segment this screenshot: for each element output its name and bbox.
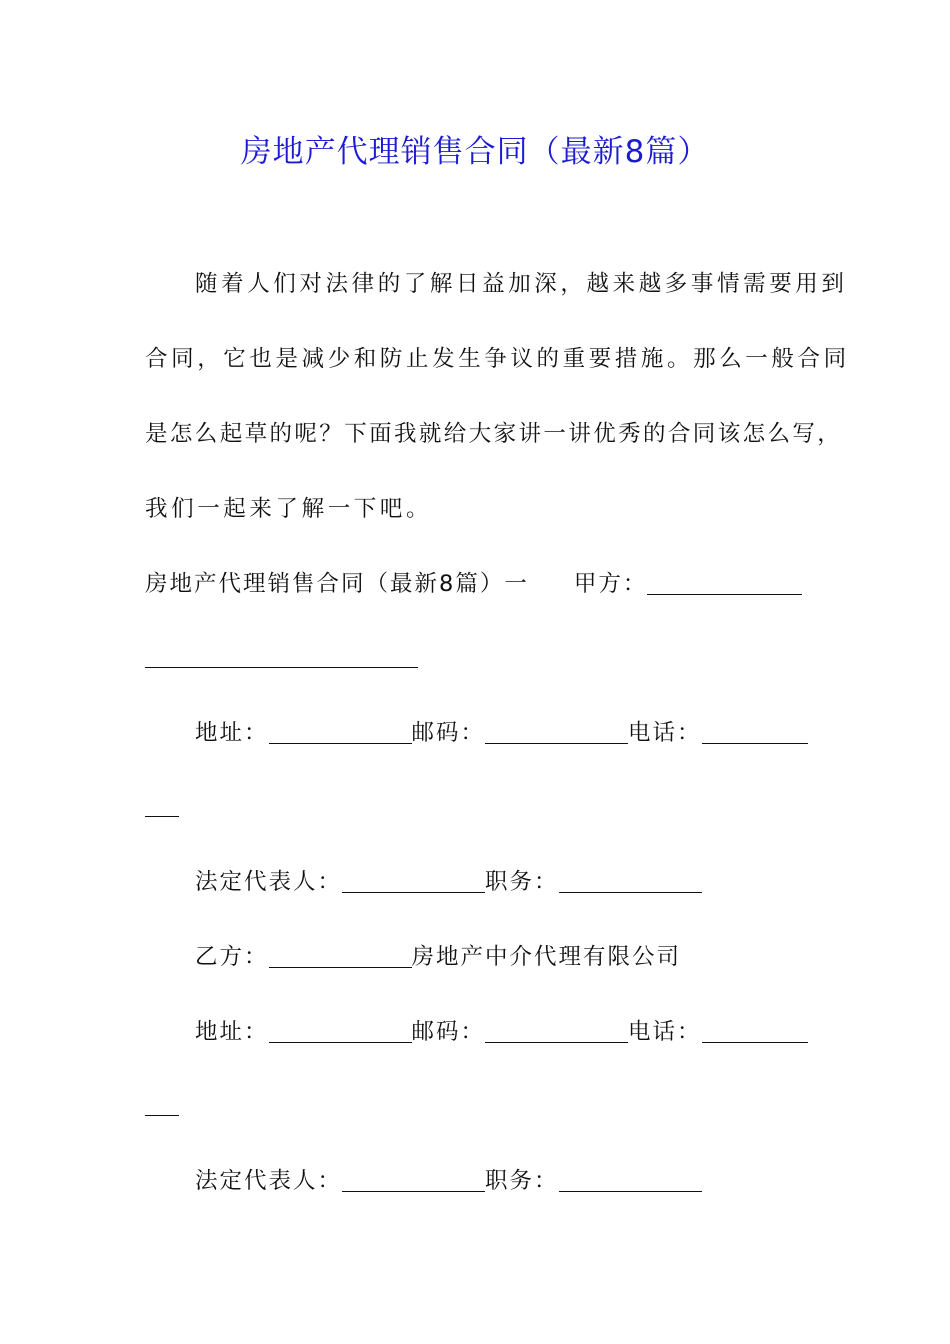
document-title: 房地产代理销售合同（最新8篇） (240, 134, 710, 170)
party-b-legal-rep-blank[interactable] (342, 1169, 485, 1192)
section-heading-line (145, 568, 802, 600)
party-b-position-label: 职务： (485, 1168, 559, 1194)
party-b-line (195, 941, 681, 973)
party-a-postcode-label: 邮码： (411, 720, 486, 746)
party-a-phone-label: 电话： (628, 720, 702, 746)
party-b-company: 房地产中介代理有限公司 (411, 944, 682, 970)
party-a-label: 甲方： (573, 571, 648, 597)
party-b-phone-blank-continued[interactable] (145, 1115, 179, 1116)
party-a-phone-blank[interactable] (702, 721, 808, 744)
party-b-phone-label: 电话： (628, 1019, 702, 1045)
party-b-rep-line (195, 1165, 702, 1197)
party-a-blank[interactable] (647, 572, 802, 595)
party-a-position-label: 职务： (485, 869, 559, 895)
section-heading: 房地产代理销售合同（最新8篇）一 (145, 571, 529, 597)
party-a-phone-blank-continued[interactable] (145, 816, 179, 817)
intro-line-2: 合同，它也是减少和防止发生争议的重要措施。那么一般合同 (145, 346, 850, 372)
party-a-position-blank[interactable] (559, 870, 702, 893)
party-b-contact-line (195, 1016, 808, 1048)
party-b-position-blank[interactable] (559, 1169, 702, 1192)
party-b-address-label: 地址： (195, 1019, 269, 1045)
party-a-postcode-blank[interactable] (485, 721, 628, 744)
party-b-postcode-label: 邮码： (411, 1019, 486, 1045)
party-b-legal-rep-label: 法定代表人： (195, 1168, 343, 1194)
party-a-legal-rep-label: 法定代表人： (195, 869, 343, 895)
party-a-legal-rep-blank[interactable] (342, 870, 485, 893)
party-b-postcode-blank[interactable] (485, 1020, 628, 1043)
intro-line-1: 随着人们对法律的了解日益加深，越来越多事情需要用到 (195, 271, 848, 297)
intro-line-4: 我们一起来了解一下吧。 (145, 496, 433, 522)
party-a-address-label: 地址： (195, 720, 269, 746)
intro-line-3: 是怎么起草的呢？下面我就给大家讲一讲优秀的合同该怎么写， (145, 421, 843, 447)
party-a-address-blank[interactable] (269, 721, 412, 744)
party-b-label: 乙方： (195, 944, 269, 970)
party-a-blank-continued[interactable] (145, 667, 418, 668)
party-b-phone-blank[interactable] (702, 1020, 808, 1043)
party-b-address-blank[interactable] (269, 1020, 412, 1043)
party-b-blank[interactable] (269, 945, 412, 968)
party-a-contact-line (195, 717, 808, 749)
party-a-rep-line (195, 866, 702, 898)
